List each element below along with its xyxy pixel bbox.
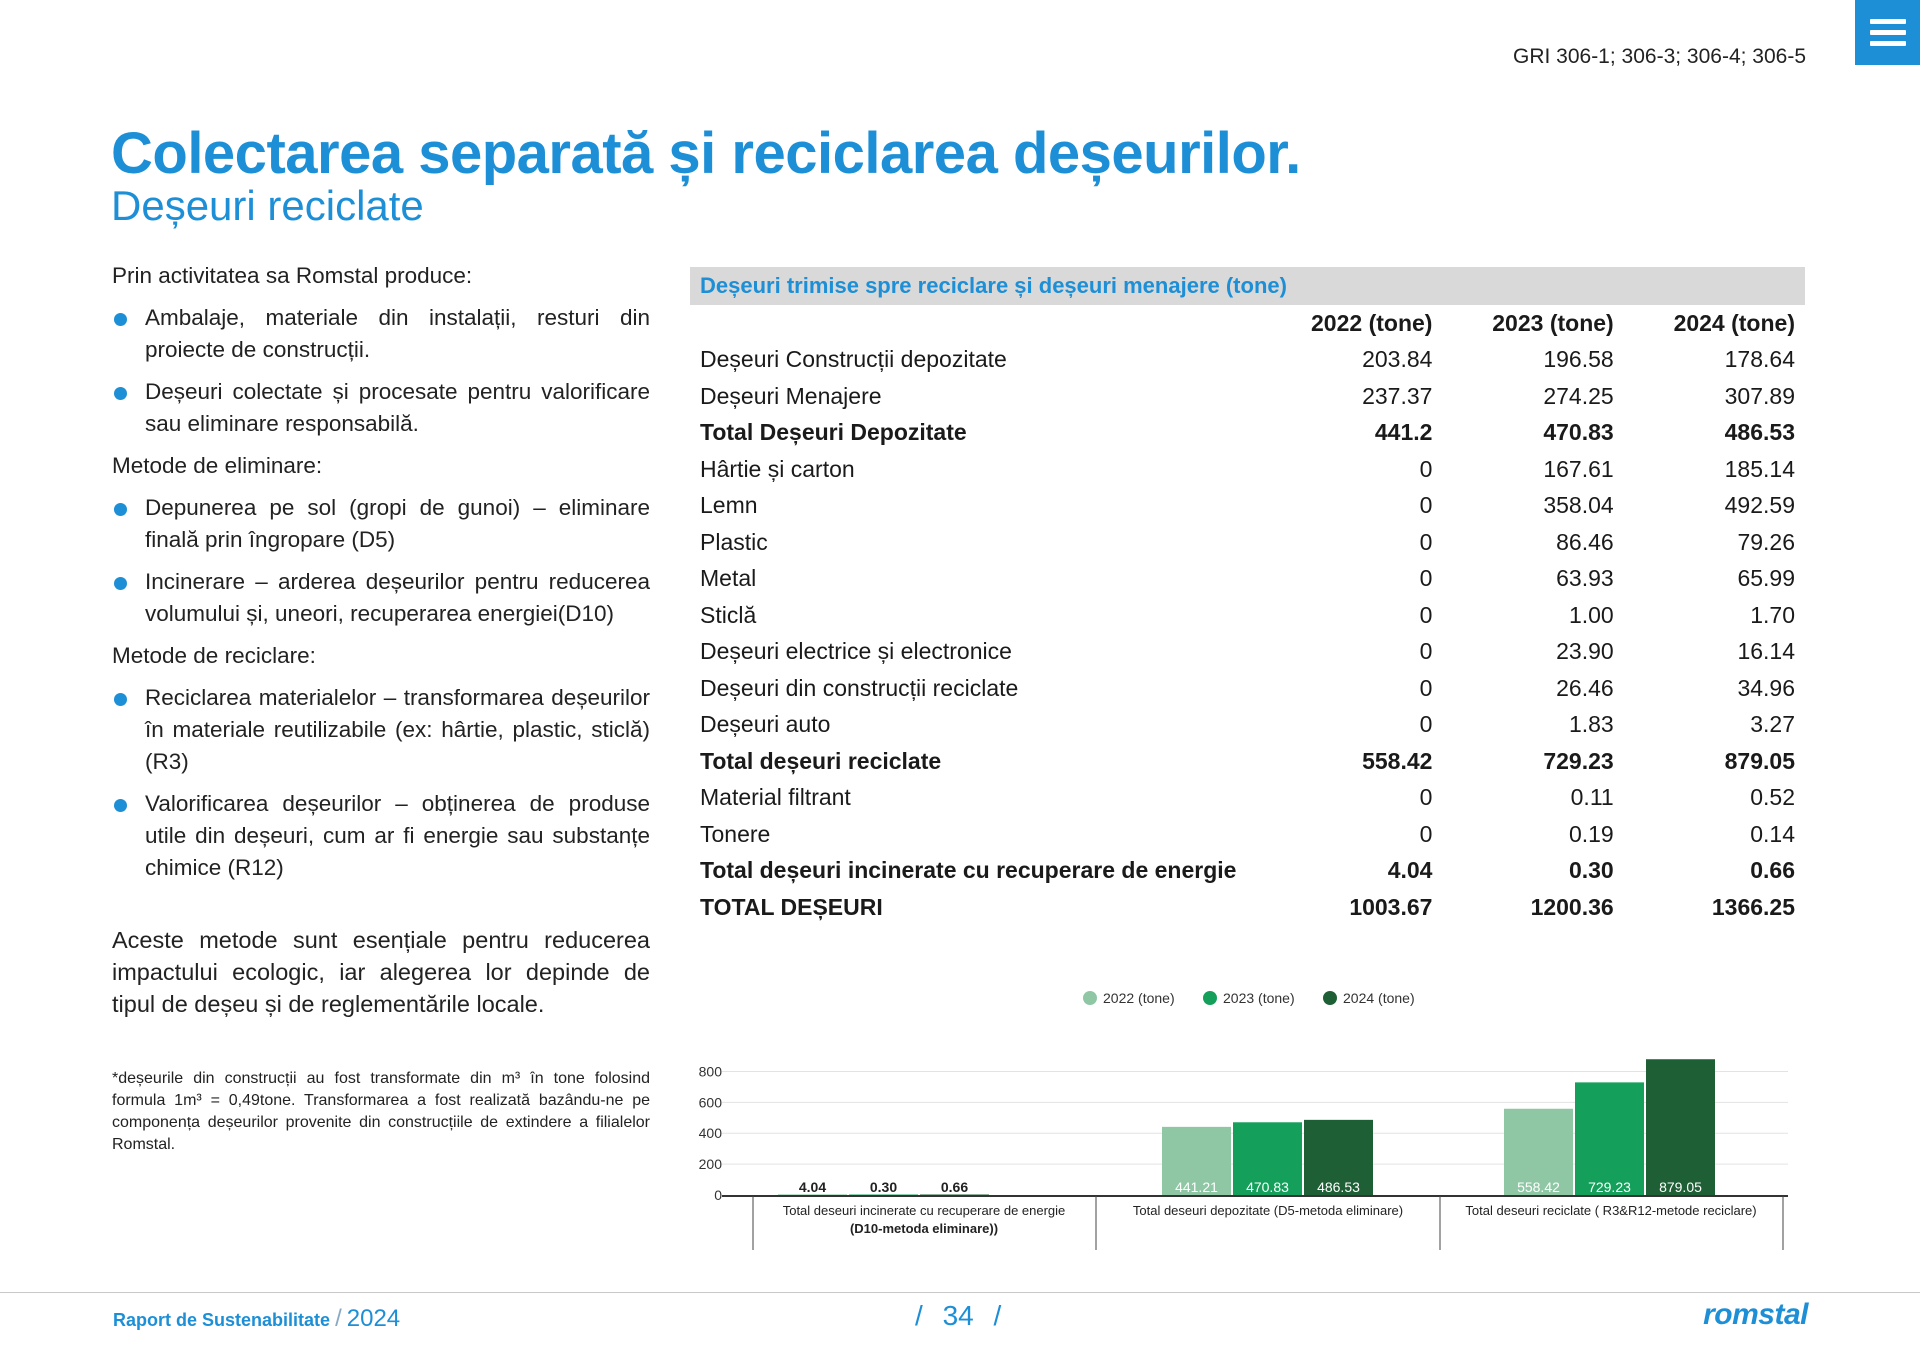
intro-paragraph: Prin activitatea sa Romstal produce:: [112, 263, 473, 288]
table-row: [690, 889, 1805, 926]
row-value: 185.14: [1724, 455, 1795, 482]
legend-swatch: [1323, 991, 1337, 1005]
row-value: 441.2: [1374, 419, 1433, 446]
row-value: 86.46: [1556, 528, 1614, 555]
row-value: 274.25: [1543, 382, 1614, 409]
row-value: 0.66: [1750, 857, 1795, 884]
list-item: Depunerea pe sol (gropi de gunoi) – eliminare finală prin îngropare (D5): [112, 492, 650, 556]
row-label: Metal: [700, 565, 757, 592]
row-label: Plastic: [700, 528, 768, 555]
row-value: 16.14: [1737, 638, 1795, 665]
row-label: Material filtrant: [700, 784, 851, 811]
intro-text: [112, 260, 650, 1156]
y-tick-label: 200: [698, 1156, 722, 1173]
row-value: 307.89: [1724, 382, 1795, 409]
row-value: 1.00: [1568, 601, 1614, 628]
row-value: 0.19: [1568, 820, 1614, 847]
page-number: [915, 1300, 1001, 1332]
table-title: Deșeuri trimise spre reciclare și deșeuri menajere (tone): [690, 267, 1805, 305]
table-row: [690, 634, 1805, 671]
table-header-row: [690, 305, 1805, 342]
row-value: 879.05: [1724, 747, 1795, 774]
bar: [1646, 1059, 1715, 1195]
row-label: Tonere: [700, 820, 771, 847]
table-row: [690, 524, 1805, 561]
row-label: Deșeuri auto: [700, 711, 831, 738]
row-label: Sticlă: [700, 601, 757, 628]
row-value: 1003.67: [1349, 893, 1433, 920]
page-subtitle: Deșeuri reciclate: [111, 182, 424, 229]
row-label: Deșeuri Menajere: [700, 382, 882, 409]
row-value: 0: [1419, 528, 1433, 555]
row-value: 492.59: [1724, 492, 1795, 519]
romstal-logo: romstal: [1703, 1298, 1808, 1331]
row-value: 0: [1419, 492, 1433, 519]
table-row: [690, 597, 1805, 634]
table-row: [690, 561, 1805, 598]
row-value: 358.04: [1543, 492, 1614, 519]
column-header: 2023 (tone): [1492, 309, 1614, 336]
recycling-heading: Metode de reciclare:: [112, 643, 316, 668]
page-number-value: 34: [942, 1300, 974, 1331]
table-row: [690, 451, 1805, 488]
row-label: Lemn: [700, 492, 758, 519]
elimination-list: [112, 492, 650, 630]
row-value: 65.99: [1737, 565, 1795, 592]
footer-divider: [0, 1292, 1920, 1293]
row-value: 34.96: [1737, 674, 1795, 701]
data-label: 470.83: [1246, 1179, 1289, 1195]
row-label: Deșeuri Construcții depozitate: [700, 346, 1007, 373]
row-label: Total deșeuri reciclate: [700, 747, 942, 774]
footer-slash: /: [335, 1305, 342, 1332]
conclusion-paragraph: Aceste metode sunt esențiale pentru reducerea impactului ecologic, iar alegerea lor depinde de tipul de deșeu și de reglementările locale.: [112, 927, 650, 1017]
category-label: Total deseuri depozitate (D5-metoda eliminare): [1132, 1203, 1404, 1218]
row-value: 26.46: [1556, 674, 1614, 701]
table-row: [690, 342, 1805, 379]
waste-bar-chart: [690, 980, 1820, 1250]
row-value: 0.11: [1570, 784, 1614, 811]
row-value: 4.04: [1387, 857, 1433, 884]
data-label: 441.21: [1175, 1179, 1218, 1195]
row-value: 470.83: [1543, 419, 1614, 446]
y-tick-label: 600: [698, 1094, 722, 1111]
column-header: 2024 (tone): [1673, 309, 1795, 336]
row-value: 0: [1419, 638, 1433, 665]
list-item: Valorificarea deșeurilor – obținerea de produse utile din deșeuri, cum ar fi energie sau substanțe chimice (R12): [112, 788, 650, 884]
row-value: 0: [1419, 711, 1433, 738]
category-label: Total deseuri reciclate ( R3&R12-metode reciclare): [1465, 1203, 1757, 1218]
row-value: 1366.25: [1711, 893, 1795, 920]
category-label: Total deseuri incinerate cu recuperare de energie (D10-metoda eliminare)): [782, 1203, 1066, 1236]
gri-reference: GRI 306-1; 306-3; 306-4; 306-5: [1512, 45, 1806, 68]
table-row: [690, 378, 1805, 415]
report-name: Raport de Sustenabilitate: [113, 1310, 331, 1330]
row-value: 23.90: [1556, 638, 1614, 665]
row-value: 1200.36: [1530, 893, 1614, 920]
row-value: 167.61: [1543, 455, 1614, 482]
legend-label: 2024 (tone): [1343, 990, 1415, 1006]
row-value: 0: [1419, 674, 1433, 701]
list-item: Deșeuri colectate și procesate pentru valorificare sau eliminare responsabilă.: [112, 376, 650, 440]
footnote: *deșeurile din construcții au fost transformate din m³ în tone folosind formula 1m³ = 0,49tone. Transformarea a fost realizată bazându-ne pe componența deșeurilor provenite din construcțiile de extindere a filialelor Romstal.: [112, 1070, 650, 1153]
list-item: Ambalaje, materiale din instalații, resturi din proiecte de construcții.: [112, 302, 650, 366]
row-value: 729.23: [1543, 747, 1614, 774]
produce-list: [112, 302, 650, 440]
legend-swatch: [1203, 991, 1217, 1005]
legend-label: 2023 (tone): [1223, 990, 1295, 1006]
row-value: 203.84: [1362, 346, 1433, 373]
y-tick-label: 0: [714, 1187, 722, 1203]
footer-report: [113, 1305, 400, 1333]
row-value: 0.30: [1568, 857, 1614, 884]
legend-swatch: [1083, 991, 1097, 1005]
row-value: 0: [1419, 601, 1433, 628]
row-value: 1.83: [1568, 711, 1614, 738]
page-slash: /: [915, 1300, 923, 1331]
page-title: Colectarea separată și reciclarea deșeurilor.: [111, 121, 1301, 186]
data-label: 0.66: [940, 1179, 969, 1195]
table-row: [690, 816, 1805, 853]
legend-label: 2022 (tone): [1103, 990, 1175, 1006]
y-tick-label: 400: [698, 1125, 722, 1142]
row-value: 0.52: [1750, 784, 1795, 811]
data-label: 558.42: [1517, 1179, 1560, 1195]
table-row: [690, 853, 1805, 890]
row-value: 0.14: [1750, 820, 1795, 847]
row-value: 3.27: [1750, 711, 1795, 738]
page-slash: /: [993, 1300, 1002, 1331]
row-label: Deșeuri din construcții reciclate: [700, 674, 1019, 701]
data-label: 0.30: [869, 1179, 898, 1195]
row-value: 63.93: [1556, 565, 1614, 592]
table-row: [690, 415, 1805, 452]
list-item: Reciclarea materialelor – transformarea deșeurilor în materiale reutilizabile (ex: hârtie, plastic, sticlă)(R3): [112, 682, 650, 778]
row-value: 237.37: [1362, 382, 1433, 409]
row-value: 0: [1419, 784, 1433, 811]
column-header: 2022 (tone): [1311, 309, 1433, 336]
row-label: TOTAL DEȘEURI: [700, 893, 883, 920]
row-label: Hârtie și carton: [700, 455, 855, 482]
data-label: 879.05: [1659, 1179, 1702, 1195]
menu-icon[interactable]: [1855, 0, 1920, 65]
row-value: 486.53: [1724, 419, 1795, 446]
row-value: 79.26: [1737, 528, 1795, 555]
row-value: 0: [1419, 565, 1433, 592]
row-label: Deșeuri electrice și electronice: [700, 638, 1012, 665]
row-value: 1.70: [1750, 601, 1795, 628]
row-label: Total deșeuri incinerate cu recuperare de energie: [700, 857, 1237, 884]
row-value: 196.58: [1543, 346, 1614, 373]
table-row: [690, 780, 1805, 817]
recycling-list: [112, 682, 650, 884]
table-row: [690, 488, 1805, 525]
table-row: [690, 670, 1805, 707]
data-label: 486.53: [1317, 1179, 1360, 1195]
elimination-heading: Metode de eliminare:: [112, 453, 323, 478]
y-tick-label: 800: [698, 1063, 722, 1080]
data-label: 4.04: [798, 1179, 827, 1195]
waste-table: [690, 267, 1805, 926]
row-value: 0: [1419, 820, 1433, 847]
list-item: Incinerare – arderea deșeurilor pentru reducerea volumului și, uneori, recuperarea energiei(D10): [112, 566, 650, 630]
table-row: [690, 743, 1805, 780]
row-label: Total Deșeuri Depozitate: [700, 419, 967, 446]
data-label: 729.23: [1588, 1179, 1631, 1195]
row-value: 0: [1419, 455, 1433, 482]
row-value: 178.64: [1724, 346, 1795, 373]
table-row: [690, 707, 1805, 744]
row-value: 558.42: [1362, 747, 1433, 774]
report-year: 2024: [346, 1305, 401, 1332]
